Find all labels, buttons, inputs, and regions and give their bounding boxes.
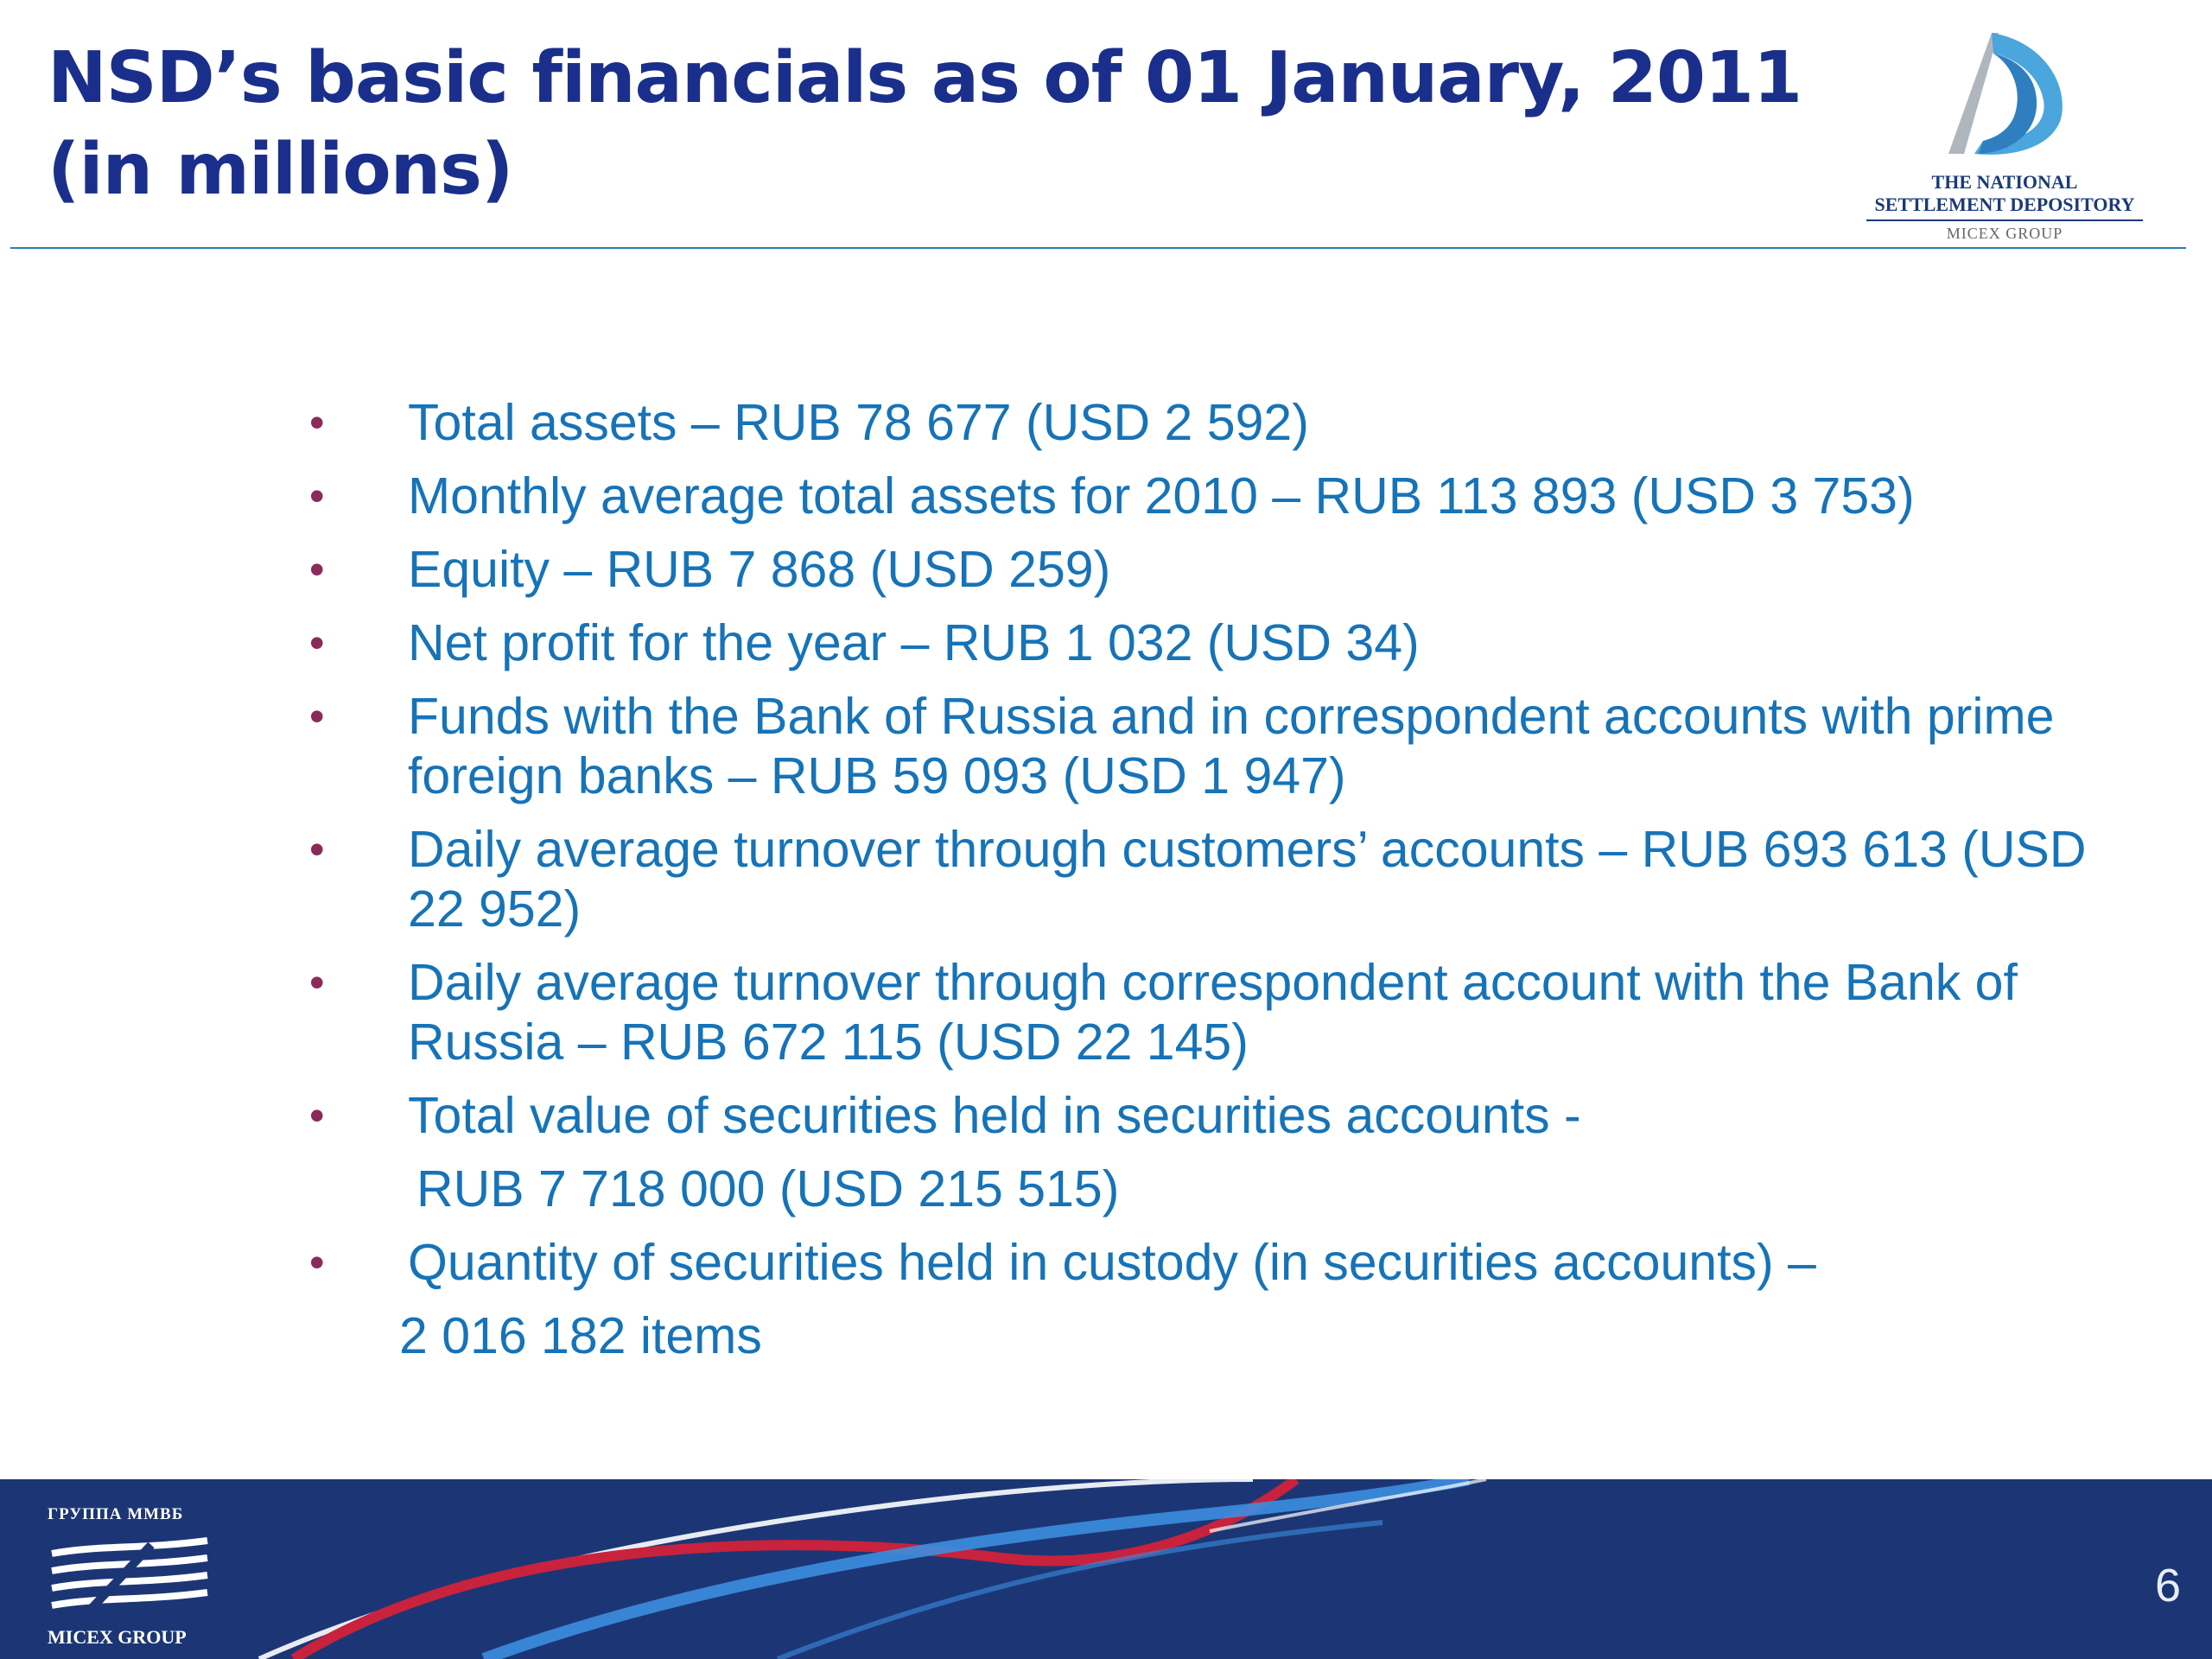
list-item: [302, 393, 2134, 453]
list-item-text: Daily average turnover through correspondent account with the Bank of Russia – RUB 672 115 (USD 22 145): [408, 954, 2018, 1071]
page-number: 6: [2154, 1560, 2181, 1611]
micex-logo-icon: [48, 1536, 212, 1623]
list-item-text: Funds with the Bank of Russia and in correspondent accounts with prime foreign banks – RUB 59 093 (USD 1 947): [408, 688, 2055, 804]
list-item: [302, 613, 2134, 673]
footer-waves: [0, 1479, 2212, 1659]
nsd-logo-icon: [1940, 24, 2069, 162]
list-item: [302, 1233, 2134, 1366]
logo-line3: MICEX GROUP: [1946, 225, 2063, 242]
bullet-icon: •: [309, 619, 325, 667]
list-item: [302, 953, 2134, 1072]
bullet-icon: •: [309, 825, 325, 874]
list-item-text: Daily average turnover through customers’ accounts – RUB 693 613 (USD 22 952): [408, 821, 2087, 938]
bullet-icon: •: [309, 472, 325, 520]
bullet-icon: •: [309, 398, 325, 447]
header-divider: [10, 247, 2186, 249]
bullet-icon: •: [309, 1238, 325, 1287]
bullet-icon: •: [309, 545, 325, 594]
micex-logo-rus: ГРУППА ММВБ: [48, 1505, 184, 1523]
footer-band: [0, 1479, 2212, 1659]
list-item-text: Total value of securities held in securities accounts -: [408, 1087, 1581, 1144]
bullet-icon: •: [309, 1091, 325, 1140]
list-item-text: Equity – RUB 7 868 (USD 259): [408, 541, 1111, 598]
slide-title-line1: NSD’s basic financials as of 01 January, 2011: [48, 37, 1802, 119]
list-item-text: Quantity of securities held in custody (in securities accounts) –: [408, 1234, 1816, 1291]
list-item: [302, 540, 2134, 600]
list-item: [302, 1086, 2134, 1219]
list-item-text: Monthly average total assets for 2010 – RUB 113 893 (USD 3 753): [408, 467, 1915, 524]
micex-logo: [48, 1505, 220, 1652]
nsd-logo: [1866, 24, 2143, 242]
bullet-icon: •: [309, 692, 325, 741]
list-item-text: Net profit for the year – RUB 1 032 (USD 34): [408, 614, 1420, 671]
financials-list: [302, 393, 2134, 1380]
list-item: [302, 687, 2134, 806]
logo-line2: SETTLEMENT DEPOSITORY: [1866, 194, 2143, 221]
bullet-icon: •: [309, 958, 325, 1007]
micex-logo-eng: MICEX GROUP: [48, 1626, 187, 1648]
slide-title: [48, 33, 1862, 216]
list-item-continuation: 2 016 182 items: [399, 1307, 762, 1364]
list-item: [302, 467, 2134, 526]
list-item: [302, 820, 2134, 939]
list-item-text: Total assets – RUB 78 677 (USD 2 592): [408, 394, 1309, 451]
list-item-continuation: RUB 7 718 000 (USD 215 515): [416, 1160, 1120, 1217]
logo-line1: THE NATIONAL: [1931, 171, 2078, 193]
slide-title-line2: (in millions): [48, 129, 513, 211]
